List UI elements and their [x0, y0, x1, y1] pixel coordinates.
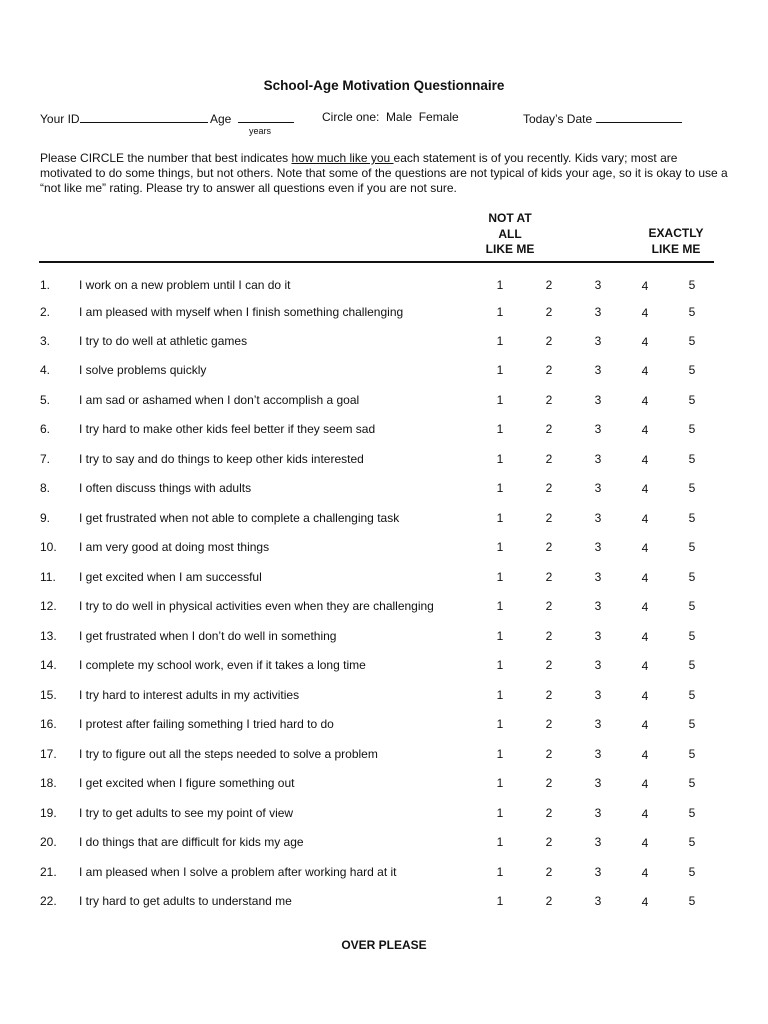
rating-option[interactable]: 2	[545, 334, 553, 348]
rating-option[interactable]: 1	[496, 865, 504, 879]
rating-option[interactable]: 3	[594, 747, 602, 761]
question-text: I get excited when I figure something out	[79, 776, 295, 790]
question-row	[0, 570, 768, 588]
question-text: I try hard to make other kids feel better if they seem sad	[79, 422, 376, 436]
question-row	[0, 511, 768, 529]
rating-option[interactable]: 2	[545, 305, 553, 319]
rating-option[interactable]: 2	[545, 658, 553, 672]
rating-option[interactable]: 3	[594, 334, 602, 348]
rating-option[interactable]: 3	[594, 422, 602, 436]
question-row	[0, 363, 768, 381]
rating-option[interactable]: 4	[641, 364, 649, 378]
rating-option[interactable]: 3	[594, 305, 602, 319]
scale-header-high-line: EXACTLY	[648, 226, 704, 240]
question-row	[0, 658, 768, 676]
question-text: I complete my school work, even if it takes a long time	[79, 658, 366, 672]
rating-option[interactable]: 1	[496, 452, 504, 466]
years-label: years	[249, 126, 272, 136]
rating-option[interactable]: 4	[641, 335, 649, 349]
rating-option[interactable]: 5	[688, 717, 696, 731]
question-number: 14.	[40, 658, 57, 672]
rating-option[interactable]: 1	[496, 688, 504, 702]
rating-option[interactable]: 2	[545, 747, 553, 761]
rating-option[interactable]: 3	[594, 452, 602, 466]
question-number: 22.	[40, 894, 57, 908]
question-text: I get frustrated when I don’t do well in something	[79, 629, 337, 643]
question-row	[0, 452, 768, 470]
rating-option[interactable]: 2	[545, 865, 553, 879]
rating-option[interactable]: 4	[641, 306, 649, 320]
rating-option[interactable]: 3	[594, 629, 602, 643]
instructions-underlined: how much like you	[291, 151, 394, 165]
rating-option[interactable]: 5	[688, 599, 696, 613]
question-text: I try hard to get adults to understand me	[79, 894, 292, 908]
rating-option[interactable]: 1	[496, 835, 504, 849]
rating-option[interactable]: 3	[594, 570, 602, 584]
rating-option[interactable]: 2	[545, 363, 553, 377]
rating-option[interactable]: 2	[545, 688, 553, 702]
rating-option[interactable]: 5	[688, 747, 696, 761]
question-text: I am pleased when I solve a problem after working hard at it	[79, 865, 397, 879]
question-row	[0, 629, 768, 647]
rating-option[interactable]: 5	[688, 570, 696, 584]
question-number: 5.	[40, 393, 51, 407]
question-number: 1.	[40, 278, 51, 292]
question-text: I do things that are difficult for kids my age	[79, 835, 304, 849]
question-number: 7.	[40, 452, 51, 466]
rating-option[interactable]: 4	[641, 423, 649, 437]
rating-option[interactable]: 4	[641, 807, 649, 821]
rating-option[interactable]: 1	[496, 894, 504, 908]
question-row	[0, 599, 768, 617]
question-row	[0, 688, 768, 706]
rating-option[interactable]: 2	[545, 511, 553, 525]
rating-option[interactable]: 5	[688, 278, 696, 292]
rating-option[interactable]: 2	[545, 717, 553, 731]
rating-option[interactable]: 5	[688, 865, 696, 879]
question-row	[0, 393, 768, 411]
rating-option[interactable]: 1	[496, 629, 504, 643]
rating-option[interactable]: 5	[688, 658, 696, 672]
rating-option[interactable]: 3	[594, 393, 602, 407]
question-row	[0, 865, 768, 883]
question-text: I try to figure out all the steps needed to solve a problem	[79, 747, 378, 761]
rating-option[interactable]: 4	[641, 777, 649, 791]
rating-option[interactable]: 5	[688, 540, 696, 554]
question-text: I try to do well in physical activities even when they are challenging	[79, 599, 434, 613]
question-number: 19.	[40, 806, 57, 820]
question-number: 20.	[40, 835, 57, 849]
rating-option[interactable]: 2	[545, 278, 553, 292]
question-number: 11.	[40, 570, 56, 584]
rating-option[interactable]: 4	[641, 512, 649, 526]
rating-option[interactable]: 1	[496, 511, 504, 525]
rating-option[interactable]: 4	[641, 541, 649, 555]
rating-option[interactable]: 1	[496, 599, 504, 613]
rating-option[interactable]: 4	[641, 571, 649, 585]
question-row	[0, 305, 768, 323]
rating-option[interactable]: 4	[641, 689, 649, 703]
question-row	[0, 747, 768, 765]
rating-option[interactable]: 2	[545, 629, 553, 643]
question-row	[0, 894, 768, 912]
rating-option[interactable]: 2	[545, 422, 553, 436]
question-number: 12.	[40, 599, 57, 613]
question-number: 17.	[40, 747, 57, 761]
rating-option[interactable]: 3	[594, 481, 602, 495]
footer-note: OVER PLEASE	[341, 938, 427, 952]
scale-header-low-line: ALL	[498, 226, 522, 241]
rating-option[interactable]: 2	[545, 599, 553, 613]
rating-option[interactable]: 4	[641, 718, 649, 732]
rating-option[interactable]: 1	[496, 776, 504, 790]
page-title: School-Age Motivation Questionnaire	[263, 78, 505, 93]
rating-option[interactable]: 4	[641, 453, 649, 467]
rating-option[interactable]: 2	[545, 481, 553, 495]
rating-option[interactable]: 3	[594, 894, 602, 908]
rating-option[interactable]: 2	[545, 452, 553, 466]
question-number: 9.	[40, 511, 51, 525]
question-number: 10.	[40, 540, 57, 554]
question-text: I am pleased with myself when I finish something challenging	[79, 305, 404, 319]
question-number: 13.	[40, 629, 57, 643]
rating-option[interactable]: 1	[496, 305, 504, 319]
question-number: 6.	[40, 422, 51, 436]
question-number: 8.	[40, 481, 51, 495]
rating-option[interactable]: 5	[688, 481, 696, 495]
question-text: I try hard to interest adults in my activities	[79, 688, 300, 702]
rating-option[interactable]: 4	[641, 895, 649, 909]
rating-option[interactable]: 3	[594, 865, 602, 879]
rating-option[interactable]: 3	[594, 278, 602, 292]
question-text: I am very good at doing most things	[79, 540, 270, 554]
scale-header-low-line: NOT AT	[488, 211, 532, 225]
age-label: Age	[210, 112, 232, 126]
rating-option[interactable]: 2	[545, 393, 553, 407]
rating-option[interactable]: 2	[545, 894, 553, 908]
rating-option[interactable]: 4	[641, 279, 649, 293]
rating-option[interactable]: 3	[594, 511, 602, 525]
gender-option-female[interactable]: Female	[418, 110, 459, 124]
rating-option[interactable]: 1	[496, 717, 504, 731]
scale-header-low-line: LIKE ME	[485, 242, 535, 256]
question-text: I protest after failing something I tried hard to do	[79, 717, 334, 731]
date-label: Today’s Date	[523, 112, 593, 126]
question-number: 21.	[40, 865, 57, 879]
rating-option[interactable]: 4	[641, 748, 649, 762]
rating-option[interactable]: 5	[688, 305, 696, 319]
rating-option[interactable]: 5	[688, 511, 696, 525]
question-row	[0, 278, 768, 296]
rating-option[interactable]: 5	[688, 422, 696, 436]
rating-option[interactable]: 2	[545, 776, 553, 790]
rating-option[interactable]: 1	[496, 806, 504, 820]
rating-option[interactable]: 1	[496, 481, 504, 495]
question-number: 15.	[40, 688, 57, 702]
question-number: 16.	[40, 717, 57, 731]
rating-option[interactable]: 3	[594, 776, 602, 790]
question-number: 4.	[40, 363, 51, 377]
rating-option[interactable]: 5	[688, 806, 696, 820]
instructions-text-continued: each statement is of you recently. Kids vary; most are motivated to do some things, but not others. Note that some of the questions are not typical of kids your age, so it is okay to use a “not like me” rating. Please try to answer all questions even if you are not sure.	[40, 151, 728, 195]
rating-option[interactable]: 5	[688, 629, 696, 643]
question-row	[0, 835, 768, 853]
gender-option-male[interactable]: Male	[386, 110, 413, 124]
question-number: 3.	[40, 334, 51, 348]
question-text: I get excited when I am successful	[79, 570, 262, 584]
rating-option[interactable]: 2	[545, 540, 553, 554]
question-text: I solve problems quickly	[79, 363, 207, 377]
question-text: I try to do well at athletic games	[79, 334, 248, 348]
rating-option[interactable]: 5	[688, 835, 696, 849]
question-text: I am sad or ashamed when I don’t accomplish a goal	[79, 393, 360, 407]
rating-option[interactable]: 4	[641, 482, 649, 496]
id-label: Your ID	[40, 112, 80, 126]
instructions-text: Please CIRCLE the number that best indicates	[40, 151, 292, 165]
rating-option[interactable]: 1	[496, 540, 504, 554]
question-row	[0, 776, 768, 794]
rating-option[interactable]: 1	[496, 422, 504, 436]
question-number: 2.	[40, 305, 51, 319]
question-row	[0, 806, 768, 824]
rating-option[interactable]: 5	[688, 776, 696, 790]
question-row	[0, 717, 768, 735]
question-text: I often discuss things with adults	[79, 481, 252, 495]
rating-option[interactable]: 3	[594, 835, 602, 849]
question-text: I try to get adults to see my point of view	[79, 806, 294, 820]
rating-option[interactable]: 3	[594, 363, 602, 377]
rating-option[interactable]: 3	[594, 658, 602, 672]
rating-option[interactable]: 1	[496, 278, 504, 292]
rating-option[interactable]: 1	[496, 393, 504, 407]
question-row	[0, 422, 768, 440]
rating-option[interactable]: 1	[496, 570, 504, 584]
rating-option[interactable]: 3	[594, 540, 602, 554]
question-row	[0, 540, 768, 558]
rating-option[interactable]: 5	[688, 688, 696, 702]
question-row	[0, 334, 768, 352]
rating-option[interactable]: 3	[594, 717, 602, 731]
rating-option[interactable]: 5	[688, 894, 696, 908]
rating-option[interactable]: 5	[688, 393, 696, 407]
rating-option[interactable]: 1	[496, 334, 504, 348]
rating-option[interactable]: 1	[496, 658, 504, 672]
rating-option[interactable]: 4	[641, 866, 649, 880]
circle-label: Circle one:	[322, 110, 380, 124]
rating-option[interactable]: 5	[688, 452, 696, 466]
question-number: 18.	[40, 776, 57, 790]
question-text: I work on a new problem until I can do it	[79, 278, 291, 292]
rating-option[interactable]: 1	[496, 363, 504, 377]
question-text: I try to say and do things to keep other kids interested	[79, 452, 364, 466]
rating-option[interactable]: 2	[545, 835, 553, 849]
rating-option[interactable]: 4	[641, 600, 649, 614]
rating-option[interactable]: 4	[641, 836, 649, 850]
question-row	[0, 481, 768, 499]
rating-option[interactable]: 1	[496, 747, 504, 761]
rating-option[interactable]: 4	[641, 630, 649, 644]
rating-option[interactable]: 2	[545, 806, 553, 820]
rating-option[interactable]: 3	[594, 806, 602, 820]
rating-option[interactable]: 5	[688, 334, 696, 348]
rating-option[interactable]: 2	[545, 570, 553, 584]
rating-option[interactable]: 4	[641, 394, 649, 408]
rating-option[interactable]: 4	[641, 659, 649, 673]
question-text: I get frustrated when not able to complete a challenging task	[79, 511, 400, 525]
rating-option[interactable]: 3	[594, 688, 602, 702]
rating-option[interactable]: 5	[688, 363, 696, 377]
rating-option[interactable]: 3	[594, 599, 602, 613]
scale-header-high-line: LIKE ME	[651, 241, 701, 256]
